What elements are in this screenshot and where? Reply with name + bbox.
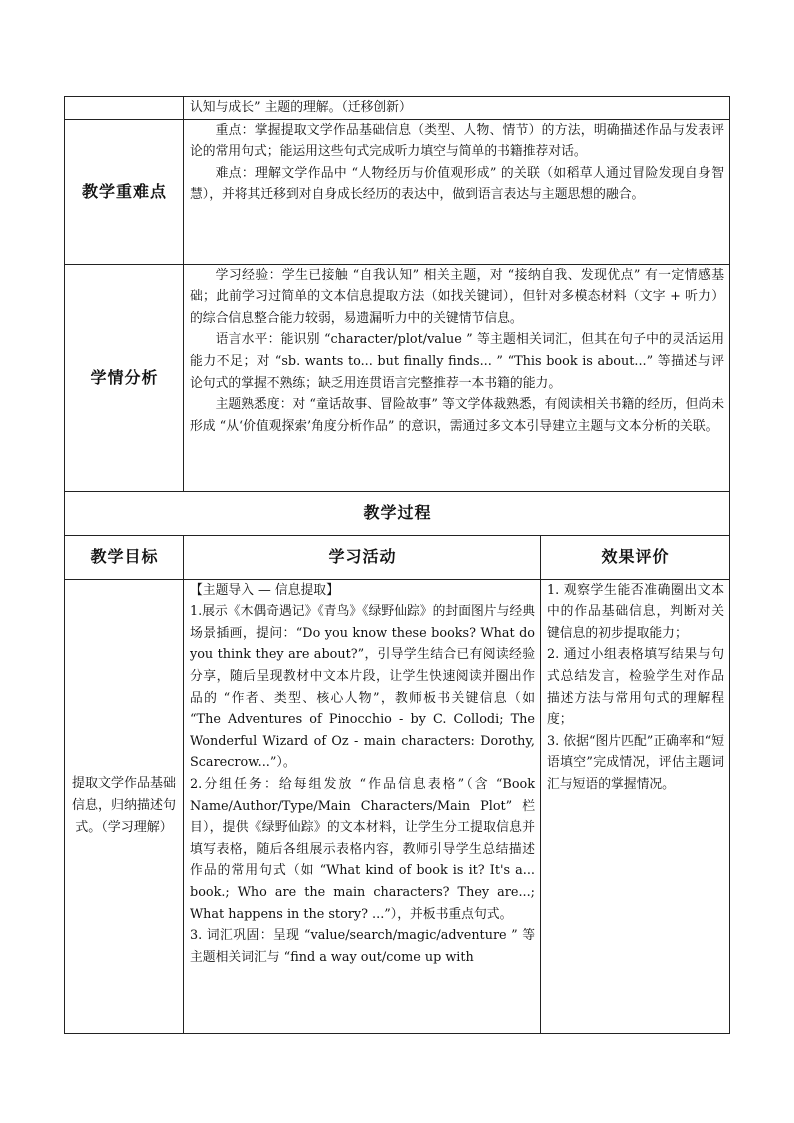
activity-header: 学习活动 (184, 535, 541, 579)
continuation-label-cell (65, 97, 184, 120)
continuation-text: 认知与成长” 主题的理解。（迁移创新） (184, 97, 730, 120)
evaluation-cell (541, 579, 730, 1033)
difficult-points-text: 难点：理解文学作品中 “人物经历与价值观形成” 的关联（如稻草人通过冒险发现自身智慧），并将其迁移到对自身成长经历的表达中，做到语言表达与主题思想的融合。 (190, 165, 725, 203)
evaluation-item: 3. 依据“图片匹配”正确率和“短语填空”完成情况，评估主题词汇与短语的掌握情况。 (547, 733, 725, 792)
learner-analysis-content (184, 264, 730, 491)
key-difficult-content (184, 119, 730, 264)
evaluation-item: 1. 观察学生能否准确圈出文本中的作品基础信息，判断对关键信息的初步提取能力； (547, 582, 725, 641)
key-points-text: 重点：掌握提取文学作品基础信息（类型、人物、情节）的方法，明确描述作品与发表评论的常用句式；能运用这些句式完成听力填空与简单的书籍推荐对话。 (190, 122, 725, 160)
activity-item: 3. 词汇巩固：呈现 “value/search/magic/adventure ” 等主题相关词汇与 “find a way out/come up with (190, 928, 535, 965)
process-title: 教学过程 (65, 491, 730, 535)
process-title-row (65, 491, 730, 535)
lesson-plan-table (64, 96, 730, 1034)
language-level-text: 语言水平：能识别 “character/plot/value ” 等主题相关词汇，但其在句子中的灵活运用能力不足；对 “sb. wants to... but finally finds... ” “This book is about...” 等描述与评论句式的掌握不熟练；缺乏用连贯语言完整推荐一本书籍的能力。 (190, 332, 725, 391)
column-header-row (65, 535, 730, 579)
process-row (65, 579, 730, 1033)
evaluation-header: 效果评价 (541, 535, 730, 579)
objective-header: 教学目标 (65, 535, 184, 579)
activity-section-title: 【主题导入 — 信息提取】 (190, 582, 339, 598)
objective-cell: 提取文学作品基础信息，归纳描述句式。（学习理解） (65, 579, 184, 1033)
activity-item: 2.分组任务：给每组发放 “作品信息表格”（含 “Book Name/Author/Type/Main Characters/Main Plot” 栏目），提供《绿野仙踪》的文本材料，让学生分工提取信息并填写表格，随后各组展示表格内容，教师引导学生总结描述作品的常用句式（如 “What kind of book is it? It's a... book.; Who are the main characters? They are...; What happens in the story? ...”），并板书重点句式。 (190, 776, 535, 922)
continuation-row (65, 97, 730, 120)
evaluation-item: 2. 通过小组表格填写结果与句式总结发言，检验学生对作品描述方法与常用句式的理解程度； (547, 647, 725, 728)
key-difficult-label: 教学重难点 (65, 119, 184, 264)
activity-cell (184, 579, 541, 1033)
theme-familiarity-text: 主题熟悉度：对 “童话故事、冒险故事” 等文学体裁熟悉，有阅读相关书籍的经历，但尚未形成 “从‘价值观探索’角度分析作品” 的意识，需通过多文本引导建立主题与文本分析的关联。 (190, 397, 725, 434)
learner-analysis-label: 学情分析 (65, 264, 184, 491)
learning-experience-text: 学习经验：学生已接触 “自我认知” 相关主题，对 “接纳自我、发现优点” 有一定情感基础；此前学习过简单的文本信息提取方法（如找关键词），但针对多模态材料（文字 + 听力）的综合信息整合能力较弱，易遗漏听力中的关键情节信息。 (190, 267, 725, 326)
key-difficult-row (65, 119, 730, 264)
activity-item: 1.展示《木偶奇遇记》《青鸟》《绿野仙踪》的封面图片与经典场景插画，提问：“Do you know these books? What do you think they are about?”，引导学生结合已有阅读经验分享，随后呈现教材中文本片段，让学生快速阅读并圈出作品的 “作者、类型、核心人物”，教师板书关键信息（如 “The Adventures of Pinocchio - by C. Collodi; The Wonderful Wizard of Oz - main characters: Dorothy, Scarecrow...”）。 (190, 604, 535, 771)
learner-analysis-row (65, 264, 730, 491)
